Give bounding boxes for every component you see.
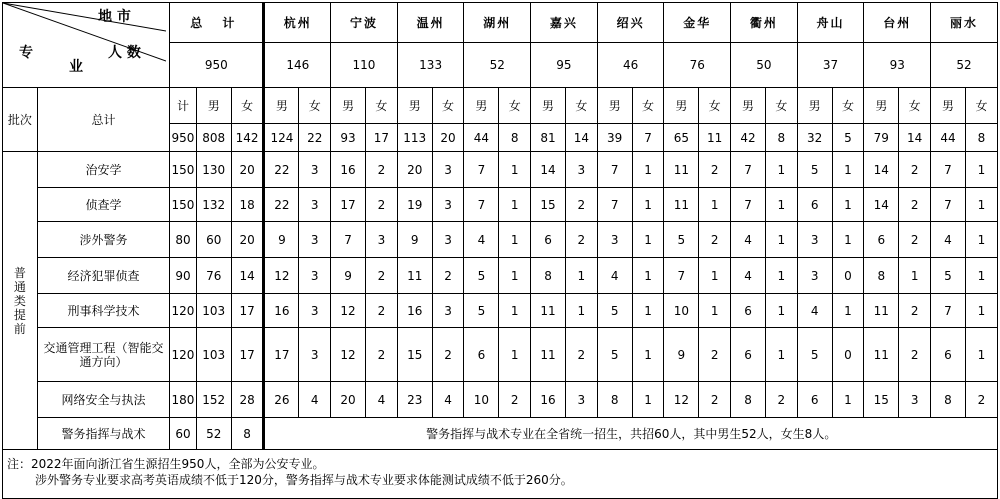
city-0-male-count: 22 [264,188,299,222]
city-8-female-count: 1 [832,222,864,258]
city-8-female-count: 0 [832,258,864,294]
summary-city-0-male: 124 [264,124,299,152]
city-9-female-count: 2 [899,152,931,188]
major-row [3,382,998,418]
city-10-female-count: 1 [965,294,997,328]
city-2-male-count: 15 [397,328,432,382]
city-2-male-count: 20 [397,152,432,188]
city-1-male-count: 9 [331,258,366,294]
city-8-male-count: 6 [797,382,832,418]
city-5-female-count: 1 [632,258,664,294]
notes-section [2,450,998,499]
corner-count-label: 人 数 [108,45,141,61]
city-9-female-count: 1 [899,258,931,294]
city-6-female-count: 2 [699,152,731,188]
summary-city-6-female: 11 [699,124,731,152]
city-8-female-count: 1 [832,294,864,328]
major-male: 103 [196,328,231,382]
major-row [3,328,998,382]
summary-city-4-male: 81 [531,124,566,152]
city-5-male-count: 8 [597,382,632,418]
city-5-female-count: 1 [632,328,664,382]
major-total: 80 [170,222,197,258]
city-2-female-count: 3 [432,188,464,222]
major-row [3,188,998,222]
city-total-0: 146 [264,43,331,88]
city-1-male-count: 7 [331,222,366,258]
city-2-male-count: 23 [397,382,432,418]
major-female: 28 [231,382,264,418]
city-6-female-count: 1 [699,188,731,222]
city-10-female-count: 1 [965,188,997,222]
city-header-0: 杭州 [264,3,331,43]
total-header: 总 计 [170,3,264,43]
city-6-female-count: 2 [699,328,731,382]
city-7-male-header: 男 [731,88,766,124]
city-3-female-count: 1 [499,294,531,328]
city-1-female-count: 2 [366,152,398,188]
summary-city-3-female: 8 [499,124,531,152]
city-9-male-count: 11 [864,328,899,382]
city-header-10: 丽水 [931,3,998,43]
category-char: 普 [13,265,26,280]
city-9-male-count: 15 [864,382,899,418]
major-row [3,222,998,258]
city-6-male-count: 10 [664,294,699,328]
city-8-male-count: 3 [797,222,832,258]
city-5-male-count: 5 [597,294,632,328]
city-2-male-count: 11 [397,258,432,294]
city-7-male-count: 6 [731,294,766,328]
major-name: 侦查学 [37,188,169,222]
subheader-male: 男 [196,88,231,124]
city-total-9: 93 [864,43,931,88]
summary-city-4-female: 14 [565,124,597,152]
city-6-male-count: 7 [664,258,699,294]
major-male: 130 [196,152,231,188]
city-header-5: 绍兴 [597,3,664,43]
city-total-7: 50 [731,43,798,88]
city-0-female-count: 3 [299,294,331,328]
city-2-female-header: 女 [432,88,464,124]
city-7-female-count: 1 [765,258,797,294]
city-0-female-count: 4 [299,382,331,418]
summary-city-8-male: 32 [797,124,832,152]
city-7-male-count: 4 [731,222,766,258]
special-major-row [3,418,998,450]
major-total: 120 [170,328,197,382]
batch-header: 批次 [3,88,38,152]
city-total-3: 52 [464,43,531,88]
summary-city-0-female: 22 [299,124,331,152]
city-6-male-count: 5 [664,222,699,258]
city-7-male-count: 7 [731,188,766,222]
city-9-female-count: 3 [899,382,931,418]
major-row [3,294,998,328]
major-name: 治安学 [37,152,169,188]
city-1-female-count: 3 [366,222,398,258]
summary-city-7-female: 8 [765,124,797,152]
city-10-female-count: 1 [965,152,997,188]
city-9-male-count: 11 [864,294,899,328]
city-5-female-count: 1 [632,382,664,418]
major-male: 132 [196,188,231,222]
city-6-male-count: 9 [664,328,699,382]
summary-city-1-female: 17 [366,124,398,152]
city-9-female-count: 2 [899,328,931,382]
city-3-female-count: 1 [499,222,531,258]
header-corner [3,3,170,88]
city-5-male-count: 7 [597,152,632,188]
major-row [3,152,998,188]
special-major-female: 8 [231,418,264,450]
city-7-female-count: 1 [765,152,797,188]
city-5-male-count: 5 [597,328,632,382]
city-1-male-count: 16 [331,152,366,188]
header-row-cities [3,3,998,43]
city-2-female-count: 3 [432,222,464,258]
city-3-female-count: 1 [499,328,531,382]
city-10-male-count: 5 [931,258,966,294]
major-total: 90 [170,258,197,294]
city-3-female-header: 女 [499,88,531,124]
city-9-female-count: 2 [899,294,931,328]
city-7-female-header: 女 [765,88,797,124]
city-4-female-count: 1 [565,258,597,294]
city-8-male-header: 男 [797,88,832,124]
city-6-female-count: 1 [699,258,731,294]
city-0-male-count: 26 [264,382,299,418]
city-1-male-count: 12 [331,328,366,382]
city-4-female-count: 3 [565,152,597,188]
city-3-female-count: 1 [499,188,531,222]
city-8-male-count: 4 [797,294,832,328]
city-7-female-count: 2 [765,382,797,418]
note-line-2: 涉外警务专业要求高考英语成绩不低于120分，警务指挥与战术专业要求体能测试成绩不低于260分。 [35,473,573,487]
category-char: 通 [13,279,26,294]
city-header-6: 金华 [664,3,731,43]
city-7-female-count: 1 [765,188,797,222]
corner-major-label: 专 [19,45,33,61]
city-0-male-count: 22 [264,152,299,188]
city-9-male-header: 男 [864,88,899,124]
city-2-female-count: 4 [432,382,464,418]
city-5-female-count: 1 [632,152,664,188]
city-10-female-count: 2 [965,382,997,418]
city-header-7: 衢州 [731,3,798,43]
city-9-female-count: 2 [899,222,931,258]
summary-female: 142 [231,124,264,152]
city-5-female-count: 1 [632,188,664,222]
special-major-male: 52 [196,418,231,450]
city-5-female-count: 1 [632,294,664,328]
city-0-female-count: 3 [299,188,331,222]
city-4-male-count: 15 [531,188,566,222]
city-3-male-count: 7 [464,152,499,188]
city-9-female-count: 2 [899,188,931,222]
major-female: 17 [231,294,264,328]
special-major-total: 60 [170,418,197,450]
city-4-female-header: 女 [565,88,597,124]
city-0-male-count: 9 [264,222,299,258]
city-10-female-count: 1 [965,328,997,382]
city-3-male-count: 5 [464,294,499,328]
category-char: 类 [13,293,26,308]
major-name: 网络安全与执法 [37,382,169,418]
corner-region-label: 地 市 [98,9,131,25]
city-7-male-count: 4 [731,258,766,294]
city-1-female-count: 2 [366,258,398,294]
summary-city-10-female: 8 [965,124,997,152]
city-header-9: 台州 [864,3,931,43]
city-1-female-count: 2 [366,294,398,328]
city-8-male-count: 6 [797,188,832,222]
table-body [3,3,998,450]
city-1-female-count: 2 [366,188,398,222]
city-1-female-header: 女 [366,88,398,124]
city-1-male-count: 20 [331,382,366,418]
city-total-6: 76 [664,43,731,88]
special-major-note: 警务指挥与战术专业在全省统一招生，共招60人，其中男生52人，女生8人。 [264,418,998,450]
city-4-female-count: 3 [565,382,597,418]
city-9-male-count: 14 [864,152,899,188]
city-total-4: 95 [531,43,598,88]
city-0-female-count: 3 [299,258,331,294]
city-1-male-count: 17 [331,188,366,222]
city-3-male-count: 7 [464,188,499,222]
city-3-female-count: 1 [499,258,531,294]
city-0-female-header: 女 [299,88,331,124]
summary-city-10-male: 44 [931,124,966,152]
city-10-female-count: 1 [965,258,997,294]
city-3-male-header: 男 [464,88,499,124]
city-5-female-count: 1 [632,222,664,258]
city-0-male-header: 男 [264,88,299,124]
city-8-male-count: 5 [797,328,832,382]
quota-table-wrapper [2,2,998,499]
major-row [3,258,998,294]
city-4-female-count: 1 [565,294,597,328]
city-0-female-count: 3 [299,152,331,188]
city-6-male-count: 12 [664,382,699,418]
city-7-female-count: 1 [765,294,797,328]
city-6-male-count: 11 [664,188,699,222]
summary-city-2-male: 113 [397,124,432,152]
city-0-male-count: 12 [264,258,299,294]
city-8-female-count: 1 [832,188,864,222]
city-9-male-count: 14 [864,188,899,222]
summary-city-7-male: 42 [731,124,766,152]
major-female: 18 [231,188,264,222]
city-8-female-count: 0 [832,328,864,382]
city-3-male-count: 6 [464,328,499,382]
city-0-male-count: 16 [264,294,299,328]
city-5-male-header: 男 [597,88,632,124]
city-9-female-header: 女 [899,88,931,124]
city-6-male-count: 11 [664,152,699,188]
city-4-male-count: 11 [531,294,566,328]
city-4-female-count: 2 [565,328,597,382]
city-8-female-count: 1 [832,152,864,188]
city-0-female-count: 3 [299,328,331,382]
major-name: 涉外警务 [37,222,169,258]
major-female: 14 [231,258,264,294]
category-cell [3,152,38,450]
city-total-5: 46 [597,43,664,88]
city-header-2: 温州 [397,3,464,43]
city-4-male-count: 16 [531,382,566,418]
city-7-female-count: 1 [765,328,797,382]
major-total: 180 [170,382,197,418]
city-1-female-count: 4 [366,382,398,418]
summary-city-5-female: 7 [632,124,664,152]
city-10-male-count: 7 [931,152,966,188]
city-9-male-count: 6 [864,222,899,258]
city-8-male-count: 5 [797,152,832,188]
city-2-male-count: 19 [397,188,432,222]
city-10-male-count: 7 [931,294,966,328]
city-4-female-count: 2 [565,222,597,258]
enrollment-quota-table [2,2,998,450]
category-char: 前 [13,321,26,336]
summary-city-9-male: 79 [864,124,899,152]
city-5-female-header: 女 [632,88,664,124]
city-6-male-header: 男 [664,88,699,124]
city-2-male-count: 16 [397,294,432,328]
city-1-female-count: 2 [366,328,398,382]
city-10-male-header: 男 [931,88,966,124]
city-5-male-count: 4 [597,258,632,294]
major-name: 经济犯罪侦查 [37,258,169,294]
city-header-3: 湖州 [464,3,531,43]
city-1-male-header: 男 [331,88,366,124]
category-char: 提 [13,307,26,322]
city-4-male-count: 14 [531,152,566,188]
major-total: 150 [170,152,197,188]
major-female: 20 [231,152,264,188]
city-7-male-count: 6 [731,328,766,382]
city-7-male-count: 7 [731,152,766,188]
city-2-female-count: 3 [432,152,464,188]
city-4-male-count: 8 [531,258,566,294]
city-4-male-count: 6 [531,222,566,258]
city-total-8: 37 [797,43,864,88]
major-total: 120 [170,294,197,328]
corner-major-label-2: 业 [69,59,83,75]
summary-city-2-female: 20 [432,124,464,152]
sum-header: 总计 [37,88,169,152]
city-9-male-count: 8 [864,258,899,294]
special-major-name: 警务指挥与战术 [37,418,169,450]
city-6-female-count: 1 [699,294,731,328]
city-5-male-count: 3 [597,222,632,258]
city-3-male-count: 5 [464,258,499,294]
summary-city-8-female: 5 [832,124,864,152]
city-10-male-count: 8 [931,382,966,418]
city-5-male-count: 7 [597,188,632,222]
city-2-male-count: 9 [397,222,432,258]
major-name: 刑事科学技术 [37,294,169,328]
city-2-male-header: 男 [397,88,432,124]
city-0-male-count: 17 [264,328,299,382]
city-4-female-count: 2 [565,188,597,222]
city-10-male-count: 6 [931,328,966,382]
major-male: 76 [196,258,231,294]
major-name: 交通管理工程（智能交通方向） [37,328,169,382]
city-header-4: 嘉兴 [531,3,598,43]
city-10-male-count: 7 [931,188,966,222]
subheader-total: 计 [170,88,197,124]
major-male: 103 [196,294,231,328]
summary-male: 808 [196,124,231,152]
major-male: 60 [196,222,231,258]
major-male: 152 [196,382,231,418]
city-total-1: 110 [331,43,398,88]
city-7-female-count: 1 [765,222,797,258]
city-8-female-count: 1 [832,382,864,418]
header-row-gender [3,88,998,124]
city-0-female-count: 3 [299,222,331,258]
city-header-1: 宁波 [331,3,398,43]
city-3-female-count: 1 [499,152,531,188]
grand-total-cell: 950 [170,43,264,88]
city-2-female-count: 2 [432,258,464,294]
city-10-female-count: 1 [965,222,997,258]
note-line-1: 注：2022年面向浙江省生源招生950人，全部为公安专业。 [7,457,325,471]
city-6-female-header: 女 [699,88,731,124]
city-2-female-count: 3 [432,294,464,328]
subheader-female: 女 [231,88,264,124]
city-10-male-count: 4 [931,222,966,258]
city-6-female-count: 2 [699,222,731,258]
summary-city-6-male: 65 [664,124,699,152]
summary-city-9-female: 14 [899,124,931,152]
city-8-male-count: 3 [797,258,832,294]
city-8-female-header: 女 [832,88,864,124]
city-7-male-count: 8 [731,382,766,418]
city-1-male-count: 12 [331,294,366,328]
city-2-female-count: 2 [432,328,464,382]
major-total: 150 [170,188,197,222]
summary-total: 950 [170,124,197,152]
city-3-male-count: 10 [464,382,499,418]
city-header-8: 舟山 [797,3,864,43]
city-total-2: 133 [397,43,464,88]
summary-city-5-male: 39 [597,124,632,152]
city-6-female-count: 2 [699,382,731,418]
city-4-male-count: 11 [531,328,566,382]
city-total-10: 52 [931,43,998,88]
summary-city-3-male: 44 [464,124,499,152]
summary-city-1-male: 93 [331,124,366,152]
city-4-male-header: 男 [531,88,566,124]
city-3-male-count: 4 [464,222,499,258]
city-3-female-count: 2 [499,382,531,418]
major-female: 17 [231,328,264,382]
city-10-female-header: 女 [965,88,997,124]
major-female: 20 [231,222,264,258]
